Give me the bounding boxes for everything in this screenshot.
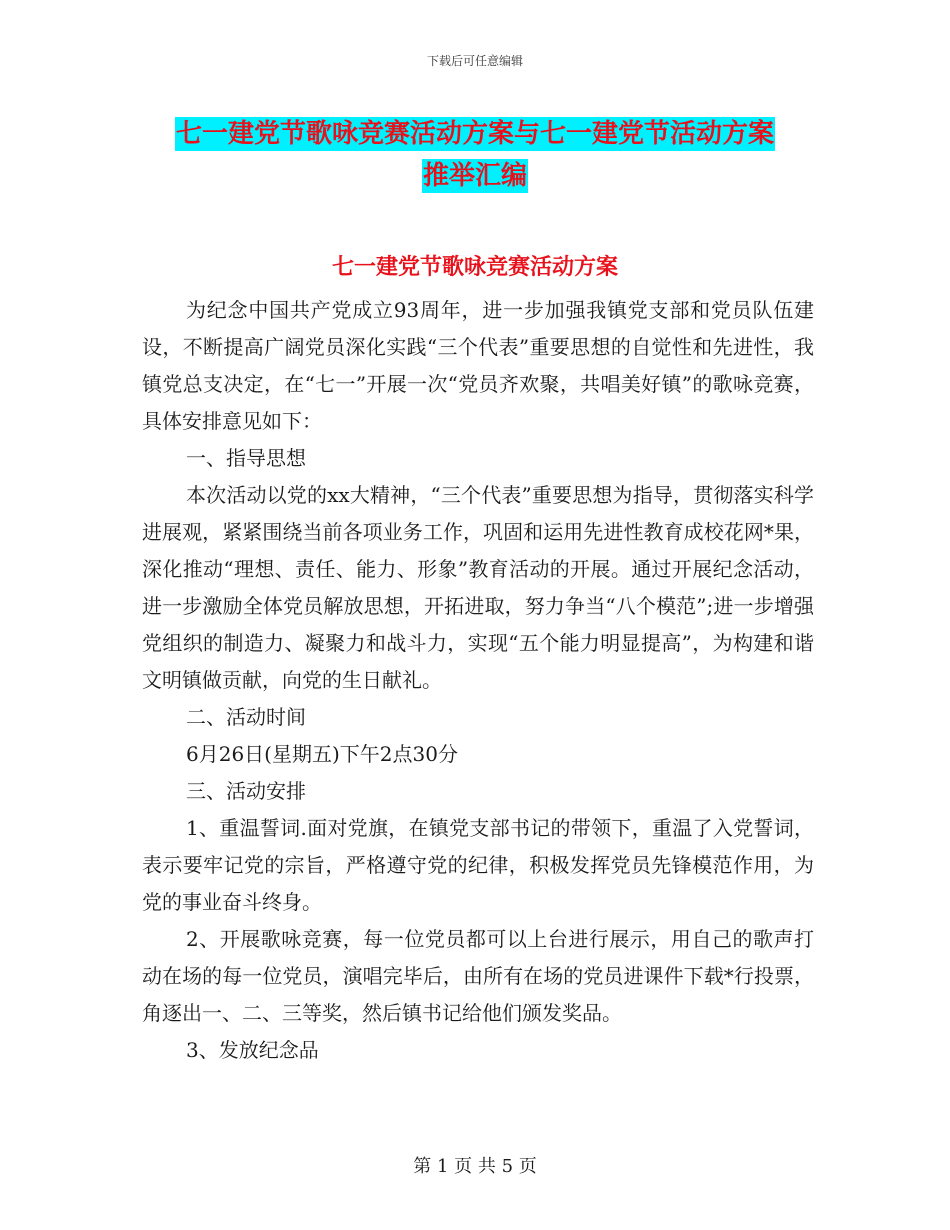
- page-footer: 第 1 页 共 5 页: [413, 1156, 537, 1177]
- main-title-line-1-text: 七一建党节歌咏竞赛活动方案与七一建党节活动方案: [175, 119, 774, 149]
- paragraph-intro: 为纪念中国共产党成立93周年，进一步加强我镇党支部和党员队伍建设，不断提高广阔党员深化实践“三个代表”重要思想的自觉性和先进性，我镇党总支决定，在“七一”开展一次“党员齐欢聚，共唱美好镇”的歌咏竞赛，具体安排意见如下：: [142, 298, 814, 433]
- section-title: 七一建党节歌咏竞赛活动方案: [331, 255, 618, 280]
- heading-activity-time: 二、活动时间: [186, 705, 306, 729]
- document-body: [142, 292, 814, 1069]
- main-title-line-2-text: 推举汇编: [422, 161, 527, 191]
- header-note: 下载后可任意编辑: [426, 54, 523, 68]
- paragraph-guiding-thought: 本次活动以党的xx大精神，“三个代表”重要思想为指导，贯彻落实科学进展观，紧紧围绕当前各项业务工作，巩固和运用先进性教育成校花网*果，深化推动“理想、责任、能力、形象”教育活动的开展。通过开展纪念活动，进一步激励全体党员解放思想，开拓进取，努力争当“八个模范”;进一步增强党组织的制造力、凝聚力和战斗力，实现“五个能力明显提高”，为构建和谐文明镇做贡献，向党的生日献礼。: [142, 483, 814, 692]
- paragraph-arrangement-1: 1、重温誓词.面对党旗，在镇党支部书记的带领下，重温了入党誓词，表示要牢记党的宗旨，严格遵守党的纪律，积极发挥党员先锋模范作用，为党的事业奋斗终身。: [142, 816, 814, 914]
- paragraph-arrangement-2: 2、开展歌咏竞赛，每一位党员都可以上台进行展示，用自己的歌声打动在场的每一位党员，演唱完毕后，由所有在场的党员进课件下载*行投票，角逐出一、二、三等奖，然后镇书记给他们颁发奖品。: [142, 927, 814, 1025]
- main-title-line-2: [0, 155, 950, 192]
- paragraph-activity-time: 6月26日(星期五)下午2点30分: [186, 742, 458, 766]
- main-title-line-1: [0, 113, 950, 150]
- heading-activity-arrangement: 三、活动安排: [186, 779, 306, 803]
- paragraph-arrangement-3: 3、发放纪念品: [186, 1038, 319, 1062]
- heading-guiding-thought: 一、指导思想: [186, 446, 306, 470]
